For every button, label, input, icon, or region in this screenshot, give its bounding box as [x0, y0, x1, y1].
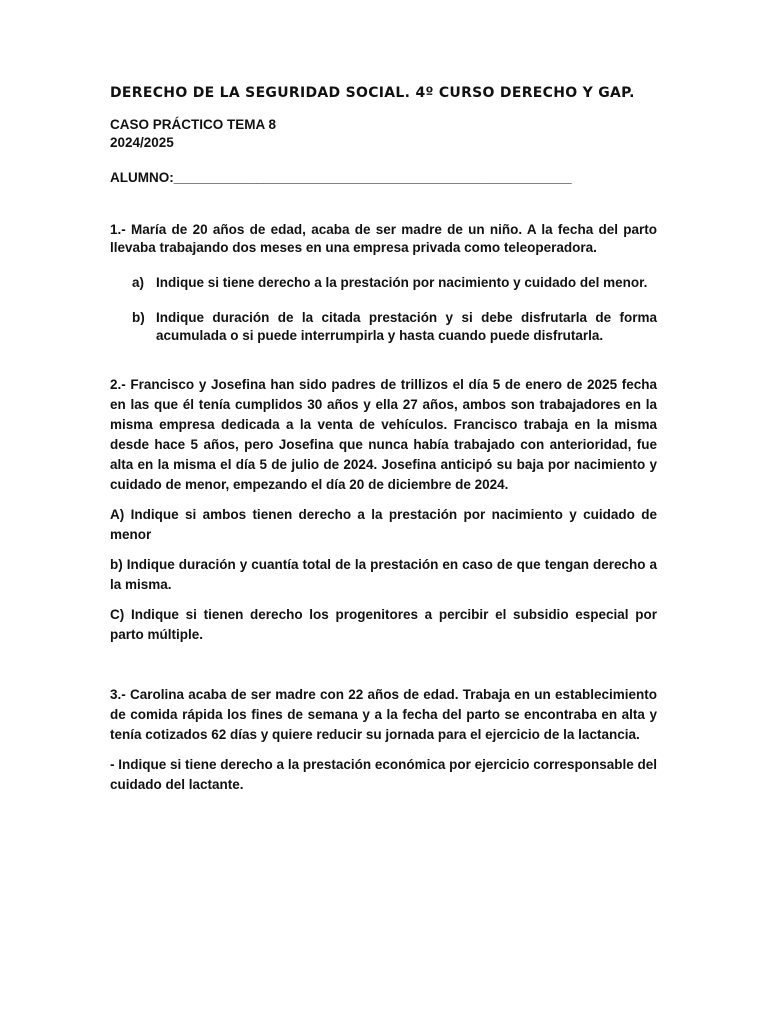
question-1-list — [110, 274, 657, 345]
list-marker: b) — [132, 310, 145, 325]
list-item-text: Indique si tiene derecho a la prestación por nacimiento y cuidado del menor. — [156, 275, 648, 290]
student-name-line: ALUMNO:_____________________________________________________ — [110, 170, 572, 185]
question-3-text: 3.- Carolina acaba de ser madre con 22 años de edad. Trabaja en un establecimiento de comida rápida los fines de semana y a la fecha del parto se encontraba en alta y tenía cotizados 62 días y quiere reducir su jornada para el ejercicio de la lactancia. — [110, 687, 657, 742]
document-title: DERECHO DE LA SEGURIDAD SOCIAL. 4º CURSO DERECHO Y GAP. — [110, 85, 635, 101]
list-item-text: Indique duración de la citada prestación y si debe disfrutarla de forma acumulada o si puede interrumpirla y hasta cuando puede disfrutarla. — [156, 310, 657, 343]
question-1-item-b — [110, 309, 657, 345]
question-3-item: - Indique si tiene derecho a la prestación económica por ejercicio corresponsable del cuidado del lactante. — [110, 757, 657, 792]
question-2-text: 2.- Francisco y Josefina han sido padres de trillizos el día 5 de enero de 2025 fecha en las que él tenía cumplidos 30 años y ella 27 años, ambos son trabajadores en la misma empresa dedicada a la venta de vehículos. Francisco trabaja en la misma desde hace 5 años, pero Josefina que nunca había trabajado con anterioridad, fue alta en la misma el día 5 de julio de 2024. Josefina anticipó su baja por nacimiento y cuidado de menor, empezando el día 20 de diciembre de 2024. — [110, 377, 657, 492]
question-1-item-a — [110, 274, 657, 292]
document-page — [110, 84, 657, 795]
list-marker: a) — [132, 275, 145, 290]
case-label: CASO PRÁCTICO TEMA 8 — [110, 117, 277, 132]
question-2-part-c: C) Indique si tienen derecho los progenitores a percibir el subsidio especial por parto múltiple. — [110, 607, 657, 642]
academic-year: 2024/2025 — [110, 135, 174, 150]
question-2-part-a: A) Indique si ambos tienen derecho a la prestación por nacimiento y cuidado de menor — [110, 507, 657, 542]
question-1-text: 1.- María de 20 años de edad, acaba de ser madre de un niño. A la fecha del parto llevaba trabajando dos meses en una empresa privada como teleoperadora. — [110, 222, 657, 255]
question-2-part-b: b) Indique duración y cuantía total de la prestación en caso de que tengan derecho a la misma. — [110, 557, 657, 592]
